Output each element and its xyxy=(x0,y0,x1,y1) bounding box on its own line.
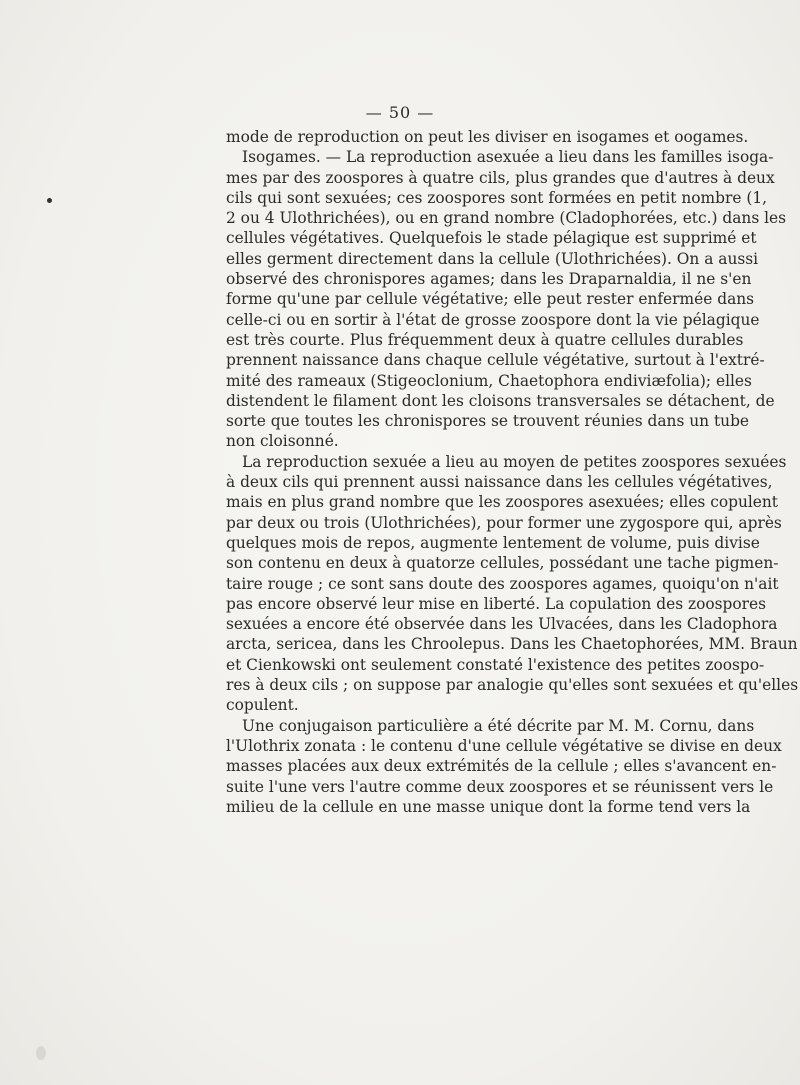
text-line: taire rouge ; ce sont sans doute des zoospores agames, quoiqu'on n'ait xyxy=(226,574,779,593)
text-line: cellules végétatives. Quelquefois le stade pélagique est supprimé et xyxy=(226,229,757,248)
text-line: pas encore observé leur mise en liberté. La copulation des zoospores xyxy=(226,594,767,613)
text-line: mité des rameaux (Stigeoclonium, Chaetophora endiviæfolia); elles xyxy=(226,371,752,390)
text-line: arcta, sericea, dans les Chroolepus. Dans les Chaetophorées, MM. Braun xyxy=(226,635,798,654)
text-line: à deux cils qui prennent aussi naissance dans les cellules végétatives, xyxy=(226,473,773,492)
text-line: observé des chronispores agames; dans les Draparnaldia, il ne s'en xyxy=(226,270,752,289)
text-line: par deux ou trois (Ulothrichées), pour former une zygospore qui, après xyxy=(226,513,782,532)
text-line: celle-ci ou en sortir à l'état de grosse zoospore dont la vie pélagique xyxy=(226,310,760,329)
text-line: l'Ulothrix zonata : le contenu d'une cellule végétative se divise en deux xyxy=(226,736,782,755)
text-line: masses placées aux deux extrémités de la cellule ; elles s'avancent en- xyxy=(226,757,777,776)
text-line: La reproduction sexuée a lieu au moyen de petites zoospores sexuées xyxy=(242,452,787,471)
text-line: prennent naissance dans chaque cellule végétative, surtout à l'extré- xyxy=(226,351,765,370)
text-line: non cloisonné. xyxy=(226,432,339,451)
text-line: est très courte. Plus fréquemment deux à quatre cellules durables xyxy=(226,330,744,349)
page-number: — 50 — xyxy=(365,103,435,122)
text-line: Isogames. — La reproduction asexuée a lieu dans les familles isoga- xyxy=(242,148,774,167)
margin-mark xyxy=(47,198,52,203)
text-line: copulent. xyxy=(226,696,299,715)
text-line: son contenu en deux à quatorze cellules, possédant une tache pigmen- xyxy=(226,554,779,573)
text-line: forme qu'une par cellule végétative; elle peut rester enfermée dans xyxy=(226,290,755,309)
text-line: mes par des zoospores à quatre cils, plus grandes que d'autres à deux xyxy=(226,168,775,187)
text-line: milieu de la cellule en une masse unique dont la forme tend vers la xyxy=(226,797,751,816)
text-line: quelques mois de repos, augmente lentement de volume, puis divise xyxy=(226,533,760,552)
text-line: elles germent directement dans la cellule (Ulothrichées). On a aussi xyxy=(226,249,759,268)
body-text xyxy=(226,127,799,817)
text-line: suite l'une vers l'autre comme deux zoospores et se réunissent vers le xyxy=(226,777,774,796)
paper-speck xyxy=(36,1046,46,1060)
text-line: Une conjugaison particulière a été décrite par M. M. Cornu, dans xyxy=(242,716,755,735)
text-line: mode de reproduction on peut les diviser en isogames et oogames. xyxy=(226,128,749,146)
text-line: mais en plus grand nombre que les zoospores asexuées; elles copulent xyxy=(226,493,778,512)
text-line: et Cienkowski ont seulement constaté l'existence des petites zoospo- xyxy=(226,655,765,674)
text-line: res à deux cils ; on suppose par analogie qu'elles sont sexuées et qu'elles xyxy=(226,676,799,695)
text-line: sorte que toutes les chronispores se trouvent réunies dans un tube xyxy=(226,412,750,431)
text-line: sexuées a encore été observée dans les Ulvacées, dans les Cladophora xyxy=(226,615,778,634)
text-line: distendent le filament dont les cloisons transversales se détachent, de xyxy=(226,391,775,410)
text-line: cils qui sont sexuées; ces zoospores sont formées en petit nombre (1, xyxy=(226,188,768,207)
text-line: 2 ou 4 Ulothrichées), ou en grand nombre (Cladophorées, etc.) dans les xyxy=(226,209,787,228)
